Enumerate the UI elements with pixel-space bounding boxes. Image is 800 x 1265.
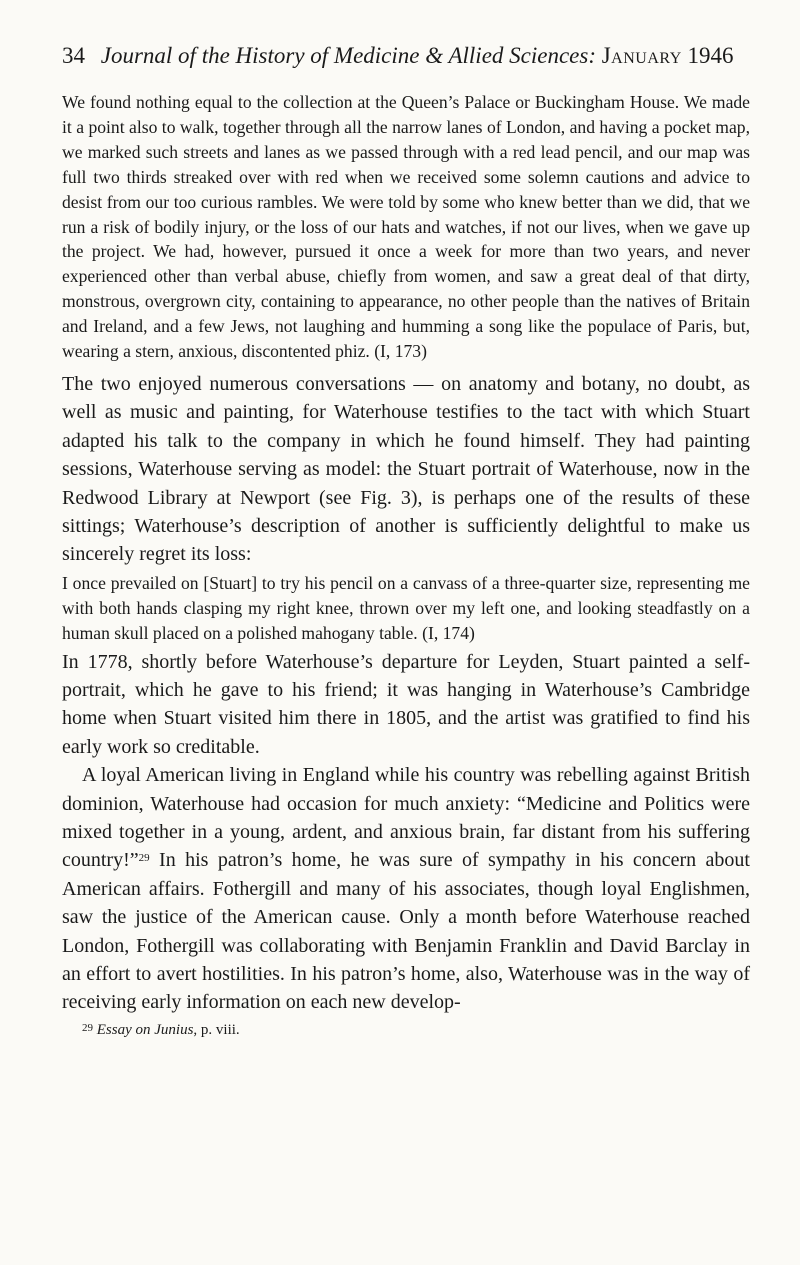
- footnote-text: , p. viii.: [193, 1021, 240, 1038]
- body-paragraph: The two enjoyed numerous conversations — on anatomy and botany, no doubt, as well as music and painting, for Waterhouse testifies to the tact with which Stuart adapted his talk to the company in which he found himself. They had painting sessions, Waterhouse serving as model: the Stuart portrait of Waterhouse, now in the Redwood Library at Newport (see Fig. 3), is perhaps one of the results of these sittings; Waterhouse’s description of another is sufficiently delightful to make us sincerely regret its loss:: [62, 372, 750, 566]
- paragraph-text: A loyal American living in England while his country was rebelling against British dominion, Waterhouse had occasion for much anxiety: “Medicine and Politics were mixed together in a young, ardent, and anxious brain, far distant from his suffering country!”: [62, 764, 750, 872]
- issue-year: 1946: [687, 43, 734, 68]
- page-number: 34: [62, 43, 85, 68]
- block-quote-paragraph: We found nothing equal to the collection at the Queen’s Palace or Buckingham House. We made it a point also to walk, together through all the narrow lanes of London, and having a pocket map, we marked such streets and lanes as we passed through with a red lead pencil, and our map was full two thirds streaked over with red when we received some solemn cautions and advice to desist from our too curious rambles. We were told by some who knew better than we did, that we run a risk of bodily injury, or the loss of our hats and watches, if not our lives, when we gave up the project. We had, however, pursued it once a week for more than two years, and never experienced other than verbal abuse, chiefly from women, and saw a great deal of that dirty, monstrous, overgrown city, containing to appearance, no other people than the natives of Britain and Ireland, and a few Jews, not laughing and humming a song like the populace of Paris, but, wearing a stern, anxious, discontented phiz. (I, 173): [62, 92, 750, 362]
- footnote-number: 29: [82, 1021, 93, 1034]
- footnote-reference: 29: [138, 852, 150, 865]
- footnote: [82, 1019, 750, 1041]
- paragraph-text: In his patron’s home, he was sure of sympathy in his concern about American affairs. Fothergill and many of his associates, though loyal Englishmen, saw the justice of the American cause. Only a month before Waterhouse reached London, Fothergill was collaborating with Benjamin Franklin and David Barclay in an effort to avert hostilities. In his patron’s home, also, Waterhouse was in the way of receiving early information on each new develop-: [62, 849, 750, 1014]
- body-paragraph: [62, 761, 750, 1017]
- running-head: [62, 40, 750, 72]
- body-paragraph: In 1778, shortly before Waterhouse’s departure for Leyden, Stuart painted a self-portrait, which he gave to his friend; it was hanging in Waterhouse’s Cambridge home when Stuart visited him there in 1805, and the artist was gratified to find his early work so creditable.: [62, 650, 750, 758]
- journal-title: Journal of the History of Medicine & Allied Sciences:: [100, 43, 596, 68]
- block-quote-paragraph: I once prevailed on [Stuart] to try his pencil on a canvass of a three-quarter size, representing me with both hands clasping my right knee, thrown over my left one, and looking steadfastly on a human skull placed on a polished mahogany table. (I, 174): [62, 572, 750, 643]
- footnote-title: Essay on Junius: [96, 1021, 194, 1038]
- page: [62, 40, 750, 1041]
- issue-month: January: [601, 43, 682, 68]
